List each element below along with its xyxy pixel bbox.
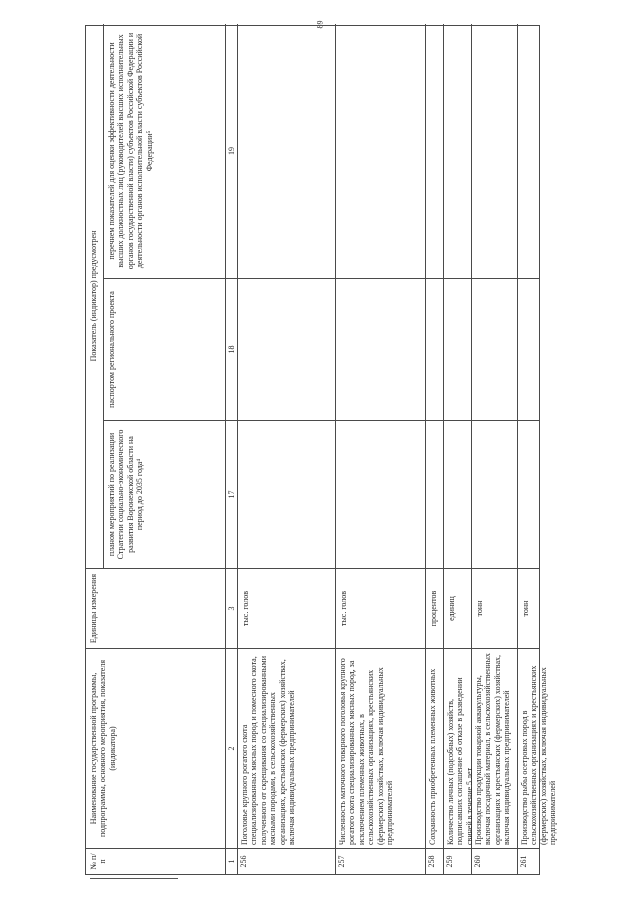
row-passport-cell xyxy=(444,278,472,420)
row-number: 256 xyxy=(238,848,336,874)
row-unit: тыс. голов xyxy=(238,568,336,648)
row-criteria-cell xyxy=(238,24,336,278)
header-provided: Показатель (индикатор) предусмотрен xyxy=(86,24,104,568)
row-number: 257 xyxy=(336,848,426,874)
row-unit: тонн xyxy=(518,568,539,648)
header-criteria: перечнем показателей для оценки эффективности деятельности высших должностных лиц (руководителей высших исполнительных органов государственной власти) субъектов Российской Федерации и деятельности органов исполнительной власти субъектов Российской Федерации⁵ xyxy=(104,24,226,278)
row-criteria-cell xyxy=(426,24,444,278)
row-number: 260 xyxy=(472,848,518,874)
footnote-rule xyxy=(90,878,178,879)
col-index: 19 xyxy=(226,24,238,278)
header-passport: паспортом регионального проекта xyxy=(104,278,226,420)
header-unit: Единицы измерения xyxy=(86,568,226,648)
row-name: Численность маточного товарного поголовья крупного рогатого скота специализированных мясных пород, за исключением племенных животных, в сельскохозяйственных организациях, крестьянских (фермерских) хозяйствах, включая индивидуальных предпринимателей xyxy=(336,648,426,848)
row-criteria-cell xyxy=(518,24,539,278)
row-name: Производство продукции товарной аквакультуры, включая посадочный материал, в сельскохозяйственных организациях и крестьянских (фермерских) хозяйствах, включая индивидуальных предпринимателей xyxy=(472,648,518,848)
row-criteria-cell xyxy=(336,24,426,278)
row-plan-cell xyxy=(238,420,336,568)
header-plan: планом мероприятий по реализации Стратегии социально-экономического развития Воронежской области на период до 2035 года⁴ xyxy=(104,420,226,568)
col-index: 3 xyxy=(226,568,238,648)
row-plan-cell xyxy=(518,420,539,568)
row-number: 259 xyxy=(444,848,472,874)
col-index: 17 xyxy=(226,420,238,568)
header-num: № п/п xyxy=(86,848,226,874)
row-passport-cell xyxy=(238,278,336,420)
row-plan-cell xyxy=(472,420,518,568)
row-passport-cell xyxy=(426,278,444,420)
row-passport-cell xyxy=(472,278,518,420)
col-index: 18 xyxy=(226,278,238,420)
rotated-sheet xyxy=(85,25,558,875)
row-unit: процентов xyxy=(426,568,444,648)
row-plan-cell xyxy=(444,420,472,568)
row-plan-cell xyxy=(426,420,444,568)
indicator-table xyxy=(85,25,558,875)
row-name: Количество личных (подсобных) хозяйств, подписавших соглашение об отказе в разведении свиней в течение 5 лет xyxy=(444,648,472,848)
row-name: Производство рыбы осетровых пород в сельскохозяйственных организациях и крестьянских (фермерских) хозяйствах, включая индивидуальных предпринимателей xyxy=(518,648,539,848)
row-unit: тонн xyxy=(472,568,518,648)
row-criteria-cell xyxy=(472,24,518,278)
col-index: 2 xyxy=(226,648,238,848)
row-number: 261 xyxy=(518,848,539,874)
row-unit: тыс. голов xyxy=(336,568,426,648)
row-criteria-cell xyxy=(444,24,472,278)
row-name: Поголовье крупного рогатого скота специализированных мясных пород и помесного скота, полученного от скрещивания со специализированными мясными породами, в сельскохозяйственных организациях, крестьянских (фермерских) хозяйствах, включая индивидуальных предпринимателей xyxy=(238,648,336,848)
col-index: 1 xyxy=(226,848,238,874)
header-name: Наименование государственной программы, подпрограммы, основного мероприятия, показателя (индикатора) xyxy=(86,648,226,848)
row-passport-cell xyxy=(336,278,426,420)
page-number: 89 xyxy=(315,20,325,29)
row-unit: единиц xyxy=(444,568,472,648)
row-name: Сохранность приобретенных племенных животных xyxy=(426,648,444,848)
row-plan-cell xyxy=(336,420,426,568)
row-number: 258 xyxy=(426,848,444,874)
row-passport-cell xyxy=(518,278,539,420)
